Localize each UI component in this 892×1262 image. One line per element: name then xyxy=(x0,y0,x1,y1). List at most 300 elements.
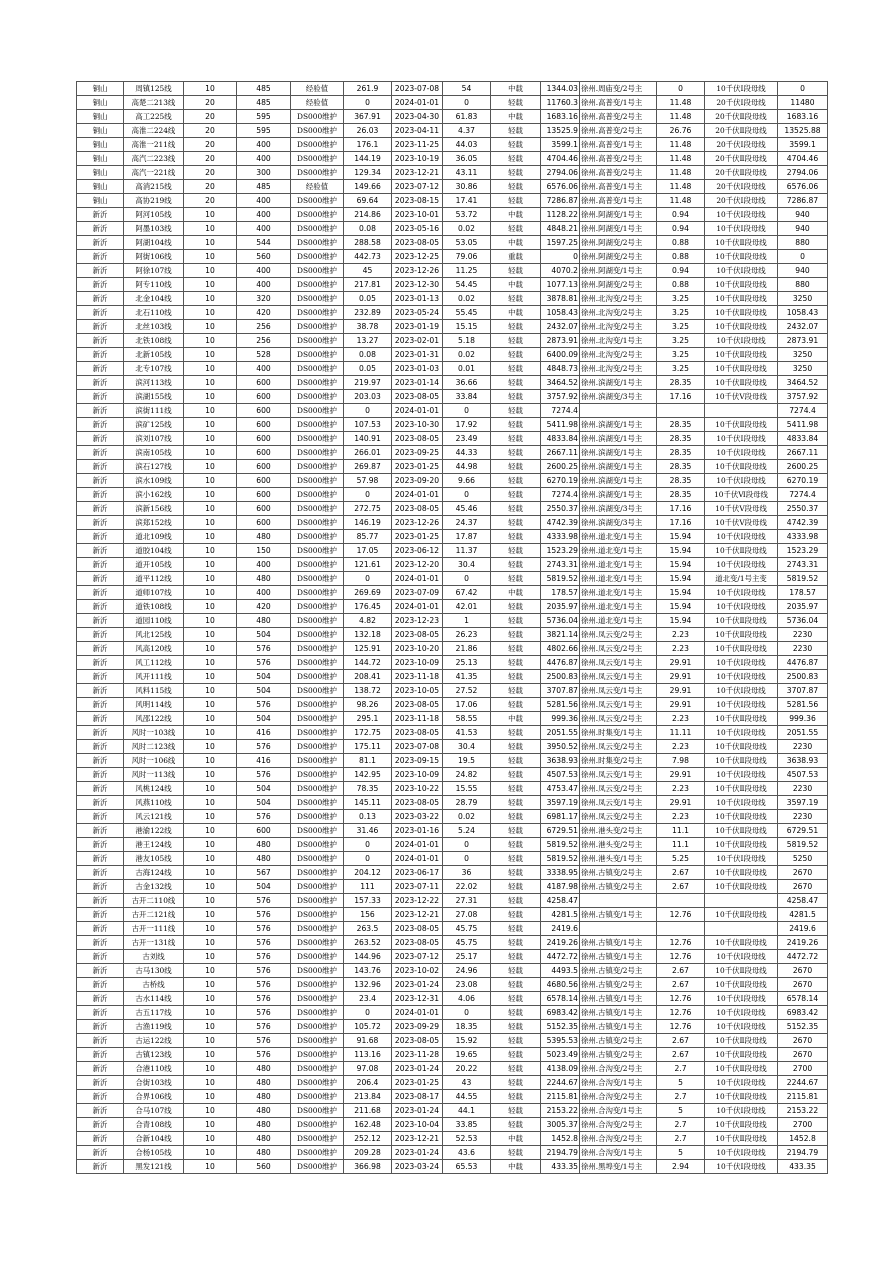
cell-bus-section: 10千伏Ⅰ段母线 xyxy=(705,558,778,572)
cell-rated-current: 256 xyxy=(237,334,291,348)
cell-substation-transformer xyxy=(580,404,657,418)
cell-line-name: 道铁108线 xyxy=(124,600,184,614)
cell-margin-capacity: 4507.53 xyxy=(778,768,828,782)
cell-load-rate: 42.01 xyxy=(443,600,491,614)
cell-margin-capacity: 2153.22 xyxy=(778,1104,828,1118)
cell-substation-transformer: 徐州.古镇变/1号主 xyxy=(580,950,657,964)
cell-record-date: 2023-12-22 xyxy=(392,894,443,908)
cell-substation-transformer: 徐州.港头变/1号主 xyxy=(580,852,657,866)
cell-substation-transformer: 徐州.港头变/2号主 xyxy=(580,824,657,838)
cell-line-name: 古渔119线 xyxy=(124,1020,184,1034)
cell-line-name: 古开一111线 xyxy=(124,922,184,936)
cell-load-rate: 11.37 xyxy=(443,544,491,558)
cell-available-capacity: 433.35 xyxy=(541,1160,580,1174)
cell-margin-capacity: 940 xyxy=(778,222,828,236)
cell-load-rate: 17.41 xyxy=(443,194,491,208)
cell-source: DS000维护 xyxy=(291,1048,344,1062)
cell-source: DS000维护 xyxy=(291,992,344,1006)
table-row xyxy=(77,964,828,978)
cell-available-capacity: 4138.09 xyxy=(541,1062,580,1076)
cell-substation-transformer: 徐州.凤云变/1号主 xyxy=(580,656,657,670)
cell-source: DS000维护 xyxy=(291,250,344,264)
cell-transformer-capacity: 2.67 xyxy=(657,1048,705,1062)
cell-load-rate: 27.52 xyxy=(443,684,491,698)
cell-source: DS000维护 xyxy=(291,950,344,964)
feeder-load-table xyxy=(76,81,828,1174)
cell-margin-capacity: 2670 xyxy=(778,978,828,992)
cell-district: 新沂 xyxy=(77,768,124,782)
cell-bus-section: 10千伏Ⅱ段母线 xyxy=(705,936,778,950)
cell-transformer-capacity: 3.25 xyxy=(657,334,705,348)
cell-bus-section: 10千伏Ⅱ段母线 xyxy=(705,712,778,726)
cell-district: 新沂 xyxy=(77,950,124,964)
cell-line-name: 风时一106线 xyxy=(124,754,184,768)
cell-district: 新沂 xyxy=(77,614,124,628)
cell-district: 新沂 xyxy=(77,796,124,810)
cell-record-date: 2023-06-17 xyxy=(392,866,443,880)
cell-voltage-kv: 10 xyxy=(184,1118,237,1132)
cell-source: DS000维护 xyxy=(291,236,344,250)
cell-load-status: 轻载 xyxy=(491,600,541,614)
cell-source: DS000维护 xyxy=(291,1146,344,1160)
cell-load-status: 轻载 xyxy=(491,194,541,208)
cell-load-current: 175.11 xyxy=(344,740,392,754)
cell-transformer-capacity: 26.76 xyxy=(657,124,705,138)
cell-available-capacity: 2550.37 xyxy=(541,502,580,516)
cell-load-current: 144.72 xyxy=(344,656,392,670)
cell-available-capacity: 3597.19 xyxy=(541,796,580,810)
cell-bus-section: 10千伏Ⅱ段母线 xyxy=(705,1090,778,1104)
cell-substation-transformer: 徐州.北沟变/1号主 xyxy=(580,334,657,348)
cell-line-name: 合港110线 xyxy=(124,1062,184,1076)
cell-district: 铜山 xyxy=(77,152,124,166)
cell-bus-section: 10千伏Ⅱ段母线 xyxy=(705,978,778,992)
cell-available-capacity: 2873.91 xyxy=(541,334,580,348)
cell-line-name: 风邵122线 xyxy=(124,712,184,726)
cell-margin-capacity: 2670 xyxy=(778,1048,828,1062)
cell-bus-section: 10千伏Ⅱ段母线 xyxy=(705,880,778,894)
cell-load-status: 轻载 xyxy=(491,824,541,838)
cell-source: DS000维护 xyxy=(291,1006,344,1020)
cell-load-current: 252.12 xyxy=(344,1132,392,1146)
cell-line-name: 滨新156线 xyxy=(124,502,184,516)
cell-load-rate: 24.82 xyxy=(443,768,491,782)
cell-margin-capacity: 2230 xyxy=(778,782,828,796)
cell-margin-capacity: 1452.8 xyxy=(778,1132,828,1146)
cell-substation-transformer: 徐州.道北变/1号主 xyxy=(580,530,657,544)
cell-bus-section: 10千伏Ⅱ段母线 xyxy=(705,236,778,250)
cell-transformer-capacity: 2.23 xyxy=(657,782,705,796)
cell-bus-section: 20千伏Ⅰ段母线 xyxy=(705,138,778,152)
cell-available-capacity: 2600.25 xyxy=(541,460,580,474)
cell-margin-capacity: 2670 xyxy=(778,866,828,880)
cell-record-date: 2023-01-24 xyxy=(392,1146,443,1160)
table-row xyxy=(77,894,828,908)
cell-record-date: 2023-10-02 xyxy=(392,964,443,978)
cell-transformer-capacity: 29.91 xyxy=(657,796,705,810)
cell-rated-current: 576 xyxy=(237,698,291,712)
cell-substation-transformer: 徐州.高普变/1号主 xyxy=(580,180,657,194)
cell-margin-capacity: 4281.5 xyxy=(778,908,828,922)
cell-rated-current: 504 xyxy=(237,670,291,684)
table-row xyxy=(77,978,828,992)
cell-bus-section: 10千伏Ⅴ段母线 xyxy=(705,516,778,530)
cell-load-status: 轻载 xyxy=(491,1062,541,1076)
cell-record-date: 2024-01-01 xyxy=(392,488,443,502)
cell-available-capacity: 4742.39 xyxy=(541,516,580,530)
cell-line-name: 道北109线 xyxy=(124,530,184,544)
cell-record-date: 2023-10-04 xyxy=(392,1118,443,1132)
cell-load-rate: 19.5 xyxy=(443,754,491,768)
cell-load-rate: 43.6 xyxy=(443,1146,491,1160)
cell-bus-section: 10千伏Ⅰ段母线 xyxy=(705,1104,778,1118)
cell-transformer-capacity: 28.35 xyxy=(657,446,705,460)
cell-load-rate: 0 xyxy=(443,96,491,110)
cell-margin-capacity: 13525.88 xyxy=(778,124,828,138)
cell-voltage-kv: 10 xyxy=(184,404,237,418)
cell-record-date: 2023-12-21 xyxy=(392,908,443,922)
cell-load-current: 0 xyxy=(344,572,392,586)
cell-record-date: 2023-01-16 xyxy=(392,824,443,838)
cell-bus-section: 10千伏Ⅱ段母线 xyxy=(705,292,778,306)
cell-substation-transformer: 徐州.滨湖变/3号主 xyxy=(580,390,657,404)
cell-record-date: 2023-11-25 xyxy=(392,138,443,152)
cell-district: 新沂 xyxy=(77,250,124,264)
cell-available-capacity: 3005.37 xyxy=(541,1118,580,1132)
cell-available-capacity: 2419.6 xyxy=(541,922,580,936)
cell-available-capacity: 6270.19 xyxy=(541,474,580,488)
cell-line-name: 黑发121线 xyxy=(124,1160,184,1174)
cell-margin-capacity: 1683.16 xyxy=(778,110,828,124)
cell-record-date: 2024-01-01 xyxy=(392,96,443,110)
cell-available-capacity: 4258.47 xyxy=(541,894,580,908)
cell-margin-capacity: 2670 xyxy=(778,880,828,894)
cell-bus-section: 10千伏Ⅰ段母线 xyxy=(705,950,778,964)
cell-substation-transformer: 徐州.滨湖变/3号主 xyxy=(580,502,657,516)
cell-substation-transformer: 徐州.古镇变/2号主 xyxy=(580,866,657,880)
cell-district: 新沂 xyxy=(77,390,124,404)
cell-source: DS000维护 xyxy=(291,1160,344,1174)
cell-load-status: 轻载 xyxy=(491,628,541,642)
cell-available-capacity: 2794.06 xyxy=(541,166,580,180)
cell-available-capacity: 2035.97 xyxy=(541,600,580,614)
cell-source: DS000维护 xyxy=(291,670,344,684)
cell-rated-current: 576 xyxy=(237,810,291,824)
cell-available-capacity: 4753.47 xyxy=(541,782,580,796)
table-row xyxy=(77,628,828,642)
cell-voltage-kv: 10 xyxy=(184,642,237,656)
cell-rated-current: 480 xyxy=(237,1076,291,1090)
cell-margin-capacity: 7274.4 xyxy=(778,488,828,502)
cell-voltage-kv: 10 xyxy=(184,1006,237,1020)
cell-source: DS000维护 xyxy=(291,516,344,530)
cell-bus-section: 10千伏Ⅰ段母线 xyxy=(705,586,778,600)
cell-load-rate: 15.15 xyxy=(443,320,491,334)
cell-line-name: 阿湖104线 xyxy=(124,236,184,250)
cell-district: 新沂 xyxy=(77,572,124,586)
cell-source: DS000维护 xyxy=(291,306,344,320)
cell-available-capacity: 13525.9 xyxy=(541,124,580,138)
cell-substation-transformer: 徐州.古镇变/1号主 xyxy=(580,1006,657,1020)
cell-record-date: 2023-10-22 xyxy=(392,782,443,796)
cell-available-capacity: 5736.04 xyxy=(541,614,580,628)
table-row xyxy=(77,264,828,278)
cell-record-date: 2023-01-24 xyxy=(392,978,443,992)
cell-substation-transformer xyxy=(580,922,657,936)
cell-load-rate: 45.46 xyxy=(443,502,491,516)
cell-voltage-kv: 10 xyxy=(184,1020,237,1034)
cell-load-current: 157.33 xyxy=(344,894,392,908)
cell-load-status: 轻载 xyxy=(491,922,541,936)
cell-line-name: 古金132线 xyxy=(124,880,184,894)
cell-load-current: 125.91 xyxy=(344,642,392,656)
cell-district: 铜山 xyxy=(77,96,124,110)
cell-available-capacity: 4833.84 xyxy=(541,432,580,446)
cell-margin-capacity: 5152.35 xyxy=(778,1020,828,1034)
cell-load-rate: 11.25 xyxy=(443,264,491,278)
cell-voltage-kv: 10 xyxy=(184,628,237,642)
cell-substation-transformer: 徐州.合沟变/1号主 xyxy=(580,1076,657,1090)
cell-record-date: 2023-01-19 xyxy=(392,320,443,334)
cell-available-capacity: 6981.17 xyxy=(541,810,580,824)
cell-load-status: 轻载 xyxy=(491,334,541,348)
cell-load-status: 轻载 xyxy=(491,880,541,894)
cell-district: 新沂 xyxy=(77,222,124,236)
cell-district: 新沂 xyxy=(77,404,124,418)
table-row xyxy=(77,1146,828,1160)
cell-source: DS000维护 xyxy=(291,502,344,516)
cell-margin-capacity: 5736.04 xyxy=(778,614,828,628)
cell-voltage-kv: 10 xyxy=(184,992,237,1006)
cell-rated-current: 576 xyxy=(237,950,291,964)
cell-bus-section: 10千伏Ⅱ段母线 xyxy=(705,838,778,852)
cell-load-current: 288.58 xyxy=(344,236,392,250)
table-row xyxy=(77,866,828,880)
cell-source: DS000维护 xyxy=(291,880,344,894)
cell-load-current: 176.1 xyxy=(344,138,392,152)
cell-bus-section: 10千伏Ⅰ段母线 xyxy=(705,1020,778,1034)
table-row xyxy=(77,670,828,684)
cell-transformer-capacity: 12.76 xyxy=(657,936,705,950)
cell-load-current: 38.78 xyxy=(344,320,392,334)
cell-load-rate: 33.84 xyxy=(443,390,491,404)
cell-load-rate: 53.05 xyxy=(443,236,491,250)
cell-district: 新沂 xyxy=(77,278,124,292)
cell-load-rate: 79.06 xyxy=(443,250,491,264)
cell-transformer-capacity: 15.94 xyxy=(657,586,705,600)
cell-load-current: 208.41 xyxy=(344,670,392,684)
cell-record-date: 2023-12-26 xyxy=(392,516,443,530)
cell-rated-current: 576 xyxy=(237,1048,291,1062)
cell-bus-section: 10千伏Ⅰ段母线 xyxy=(705,334,778,348)
cell-bus-section: 10千伏Ⅰ段母线 xyxy=(705,992,778,1006)
cell-bus-section: 10千伏Ⅱ段母线 xyxy=(705,460,778,474)
cell-record-date: 2023-08-17 xyxy=(392,1090,443,1104)
cell-margin-capacity: 7274.4 xyxy=(778,404,828,418)
cell-transformer-capacity xyxy=(657,894,705,908)
cell-available-capacity: 3464.52 xyxy=(541,376,580,390)
cell-margin-capacity: 5819.52 xyxy=(778,572,828,586)
cell-available-capacity: 0 xyxy=(541,250,580,264)
cell-load-current: 31.46 xyxy=(344,824,392,838)
cell-transformer-capacity: 5 xyxy=(657,1146,705,1160)
cell-margin-capacity: 4472.72 xyxy=(778,950,828,964)
table-row xyxy=(77,880,828,894)
cell-district: 新沂 xyxy=(77,1048,124,1062)
cell-record-date: 2023-07-08 xyxy=(392,740,443,754)
cell-bus-section: 10千伏Ⅰ段母线 xyxy=(705,432,778,446)
cell-transformer-capacity: 11.48 xyxy=(657,152,705,166)
cell-line-name: 高消215线 xyxy=(124,180,184,194)
cell-margin-capacity: 1058.43 xyxy=(778,306,828,320)
cell-margin-capacity: 3599.1 xyxy=(778,138,828,152)
cell-line-name: 周镇125线 xyxy=(124,82,184,96)
table-row xyxy=(77,754,828,768)
cell-substation-transformer: 徐州.合沟变/2号主 xyxy=(580,1118,657,1132)
cell-load-current: 146.19 xyxy=(344,516,392,530)
cell-source: DS000维护 xyxy=(291,152,344,166)
cell-margin-capacity: 4742.39 xyxy=(778,516,828,530)
cell-load-current: 0.08 xyxy=(344,222,392,236)
cell-source: DS000维护 xyxy=(291,222,344,236)
cell-district: 新沂 xyxy=(77,474,124,488)
cell-transformer-capacity: 0 xyxy=(657,82,705,96)
cell-margin-capacity: 2244.67 xyxy=(778,1076,828,1090)
cell-district: 铜山 xyxy=(77,124,124,138)
cell-transformer-capacity: 12.76 xyxy=(657,950,705,964)
cell-district: 新沂 xyxy=(77,1090,124,1104)
table-row xyxy=(77,334,828,348)
cell-load-rate: 19.65 xyxy=(443,1048,491,1062)
cell-load-rate: 17.87 xyxy=(443,530,491,544)
table-row xyxy=(77,530,828,544)
cell-record-date: 2023-05-24 xyxy=(392,306,443,320)
cell-district: 铜山 xyxy=(77,110,124,124)
cell-bus-section: 10千伏Ⅰ段母线 xyxy=(705,670,778,684)
cell-line-name: 阿专110线 xyxy=(124,278,184,292)
cell-load-rate: 43.11 xyxy=(443,166,491,180)
cell-bus-section: 10千伏Ⅱ段母线 xyxy=(705,964,778,978)
cell-district: 新沂 xyxy=(77,544,124,558)
cell-transformer-capacity: 17.16 xyxy=(657,516,705,530)
cell-available-capacity: 11760.3 xyxy=(541,96,580,110)
cell-rated-current: 480 xyxy=(237,1062,291,1076)
cell-district: 新沂 xyxy=(77,236,124,250)
cell-district: 新沂 xyxy=(77,1020,124,1034)
cell-load-current: 162.48 xyxy=(344,1118,392,1132)
cell-margin-capacity: 3250 xyxy=(778,292,828,306)
table-row xyxy=(77,768,828,782)
cell-rated-current: 600 xyxy=(237,432,291,446)
cell-load-rate: 44.98 xyxy=(443,460,491,474)
cell-voltage-kv: 10 xyxy=(184,446,237,460)
cell-transformer-capacity: 3.25 xyxy=(657,348,705,362)
cell-record-date: 2023-12-20 xyxy=(392,558,443,572)
cell-line-name: 古开一131线 xyxy=(124,936,184,950)
cell-available-capacity: 2115.81 xyxy=(541,1090,580,1104)
cell-margin-capacity: 3638.93 xyxy=(778,754,828,768)
cell-margin-capacity: 2051.55 xyxy=(778,726,828,740)
table-row xyxy=(77,250,828,264)
cell-load-status: 轻载 xyxy=(491,656,541,670)
cell-transformer-capacity: 3.25 xyxy=(657,292,705,306)
cell-transformer-capacity: 2.7 xyxy=(657,1090,705,1104)
cell-voltage-kv: 10 xyxy=(184,432,237,446)
cell-source: DS000维护 xyxy=(291,586,344,600)
cell-district: 新沂 xyxy=(77,740,124,754)
table-row xyxy=(77,698,828,712)
cell-substation-transformer: 徐州.道北变/1号主 xyxy=(580,544,657,558)
cell-voltage-kv: 10 xyxy=(184,418,237,432)
cell-load-current: 366.98 xyxy=(344,1160,392,1174)
cell-transformer-capacity: 29.91 xyxy=(657,684,705,698)
cell-source: DS000维护 xyxy=(291,1132,344,1146)
cell-district: 新沂 xyxy=(77,936,124,950)
cell-voltage-kv: 10 xyxy=(184,208,237,222)
cell-load-rate: 0 xyxy=(443,572,491,586)
cell-rated-current: 416 xyxy=(237,754,291,768)
cell-available-capacity: 2743.31 xyxy=(541,558,580,572)
cell-load-status: 中载 xyxy=(491,236,541,250)
cell-bus-section: 10千伏Ⅰ段母线 xyxy=(705,852,778,866)
cell-line-name: 风时二123线 xyxy=(124,740,184,754)
cell-load-rate: 45.75 xyxy=(443,922,491,936)
cell-voltage-kv: 10 xyxy=(184,796,237,810)
cell-rated-current: 576 xyxy=(237,894,291,908)
cell-load-status: 轻载 xyxy=(491,936,541,950)
cell-substation-transformer: 徐州.古镇变/2号主 xyxy=(580,964,657,978)
table-row xyxy=(77,96,828,110)
cell-transformer-capacity: 2.23 xyxy=(657,712,705,726)
cell-load-status: 轻载 xyxy=(491,908,541,922)
table-row xyxy=(77,110,828,124)
cell-transformer-capacity: 28.35 xyxy=(657,488,705,502)
table-row xyxy=(77,544,828,558)
cell-transformer-capacity: 15.94 xyxy=(657,544,705,558)
cell-available-capacity: 5023.49 xyxy=(541,1048,580,1062)
cell-transformer-capacity: 11.48 xyxy=(657,194,705,208)
cell-line-name: 滨石127线 xyxy=(124,460,184,474)
cell-voltage-kv: 10 xyxy=(184,1076,237,1090)
cell-line-name: 北丝103线 xyxy=(124,320,184,334)
cell-load-current: 145.11 xyxy=(344,796,392,810)
cell-load-current: 0 xyxy=(344,1006,392,1020)
cell-margin-capacity: 1523.29 xyxy=(778,544,828,558)
cell-margin-capacity: 4704.46 xyxy=(778,152,828,166)
table-row xyxy=(77,348,828,362)
cell-substation-transformer: 徐州.古镇变/1号主 xyxy=(580,936,657,950)
cell-record-date: 2023-10-09 xyxy=(392,656,443,670)
cell-record-date: 2023-01-14 xyxy=(392,376,443,390)
cell-bus-section xyxy=(705,894,778,908)
cell-substation-transformer: 徐州.高普变/2号主 xyxy=(580,152,657,166)
cell-transformer-capacity: 28.35 xyxy=(657,376,705,390)
cell-load-current: 204.12 xyxy=(344,866,392,880)
cell-load-rate: 0.02 xyxy=(443,348,491,362)
cell-load-status: 轻载 xyxy=(491,1090,541,1104)
cell-district: 新沂 xyxy=(77,810,124,824)
cell-source: DS000维护 xyxy=(291,796,344,810)
cell-source: DS000维护 xyxy=(291,1076,344,1090)
cell-source: DS000维护 xyxy=(291,726,344,740)
cell-margin-capacity: 2550.37 xyxy=(778,502,828,516)
cell-line-name: 北专107线 xyxy=(124,362,184,376)
cell-rated-current: 400 xyxy=(237,264,291,278)
cell-load-rate: 44.1 xyxy=(443,1104,491,1118)
cell-source: DS000维护 xyxy=(291,1104,344,1118)
cell-bus-section: 10千伏Ⅰ段母线 xyxy=(705,264,778,278)
cell-load-rate: 54 xyxy=(443,82,491,96)
